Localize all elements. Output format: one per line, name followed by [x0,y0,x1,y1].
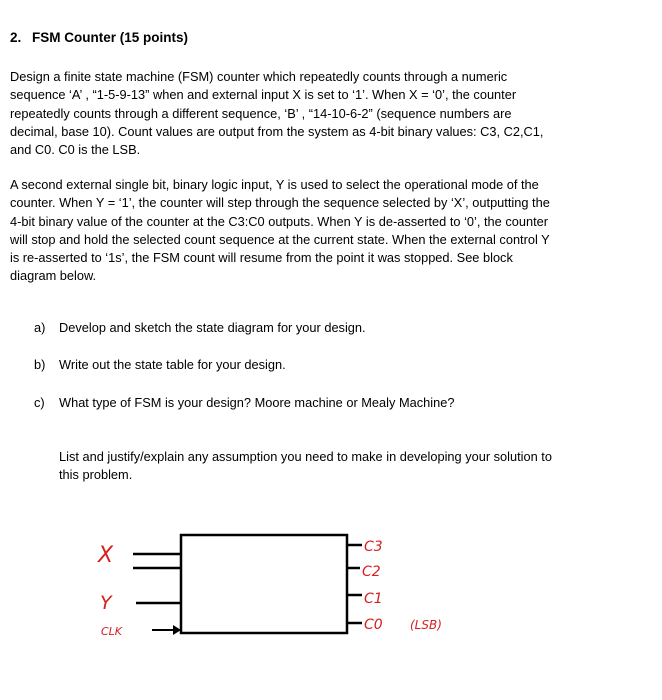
paragraph-line: List and justify/explain any assumption you need to make in developing your solution to [59,449,552,464]
problem-description-paragraph [10,68,655,159]
problem-heading [10,30,188,45]
output-label-c1: C1 [364,591,383,607]
paragraph-line: decimal, base 10). Count values are output from the system as 4-bit binary values: C3, C2,C1, [10,123,544,139]
fsm-block-diagram [0,515,662,665]
input-label-x: X [98,543,114,568]
question-label: c) [34,395,45,410]
input-label-clk: CLK [101,625,123,638]
lsb-note: (LSB) [410,618,442,632]
paragraph-line: will stop and hold the selected count sequence at the current state. When the external control Y [10,231,550,247]
paragraph-line: is re-asserted to ‘1s’, the FSM count will resume from the point it was stopped. See block [10,250,513,266]
paragraph-line: A second external single bit, binary logic input, Y is used to select the operational mode of the [10,177,539,192]
question-label: a) [34,320,46,335]
paragraph-line: Design a finite state machine (FSM) counter which repeatedly counts through a numeric [10,69,508,84]
output-label-c0: C0 [364,617,383,633]
paragraph-line: diagram below. [10,268,97,284]
question-text: Develop and sketch the state diagram for your design. [59,320,366,335]
question-c [34,395,454,410]
problem-title: FSM Counter (15 points) [32,30,188,45]
output-label-c3: C3 [364,539,383,555]
fsm-block [181,535,347,633]
paragraph-line: counter. When Y = ‘1’, the counter will step through the sequence selected by ‘X’, outputting the [10,195,550,211]
assumptions-paragraph [59,448,649,485]
question-label: b) [34,357,46,372]
input-label-y: Y [100,592,112,614]
question-b [34,357,286,372]
question-a [34,320,366,335]
problem-number: 2. [10,30,22,45]
paragraph-line: this problem. [59,467,133,483]
output-label-c2: C2 [362,564,381,580]
question-text: What type of FSM is your design? Moore machine or Mealy Machine? [59,395,455,410]
paragraph-line: 4-bit binary value of the counter at the C3:C0 outputs. When Y is de-asserted to ‘0’, the counter [10,213,549,229]
paragraph-line: sequence ‘A’ , “1-5-9-13” when and external input X is set to ‘1’. When X = ‘0’, the counter [10,87,517,103]
paragraph-line: repeatedly counts through a different sequence, ‘B’ , “14-10-6-2” (sequence numbers are [10,105,512,121]
mode-input-paragraph [10,176,655,286]
question-text: Write out the state table for your design. [59,357,286,372]
paragraph-line: and C0. C0 is the LSB. [10,142,141,158]
